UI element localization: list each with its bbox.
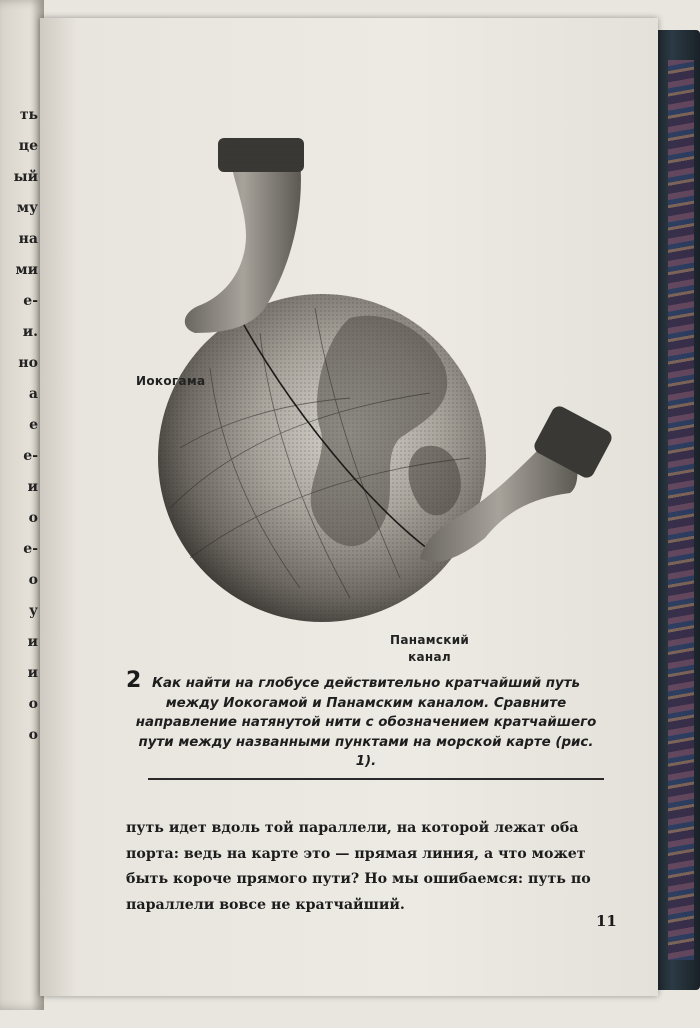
left-page-fragment: о [28, 727, 38, 743]
caption-rule [148, 778, 604, 780]
label-panama-canal [390, 632, 469, 666]
left-page-fragment: у [29, 603, 38, 619]
left-page-fragment: ть [19, 107, 38, 123]
left-page [0, 0, 44, 1010]
left-page-fragment: це [18, 138, 38, 154]
page-number: 11 [596, 912, 617, 930]
left-page-fragment: о [28, 510, 38, 526]
label-panama-line1: Панамский [390, 633, 470, 647]
right-page [40, 18, 658, 996]
left-page-fragment: и [27, 479, 38, 495]
left-page-fragment: ый [13, 169, 38, 185]
label-panama-line2: канал [408, 650, 452, 664]
left-page-fragment: и [27, 665, 38, 681]
left-page-fragment: на [18, 231, 38, 247]
label-yokohama: Иокогама [136, 374, 206, 388]
body-paragraph: путь идет вдоль той параллели, на которой лежат оба порта: ведь на карте это — прямая линия, а что может быть короче прямого пути? Но мы ошибаемся: путь по параллели вовсе не кратчайший. [126, 820, 591, 913]
marbled-edge [668, 60, 694, 960]
left-page-fragment: е- [23, 541, 38, 557]
left-page-fragment: е- [23, 448, 38, 464]
left-page-fragment: му [16, 200, 38, 216]
left-page-fragment: и [27, 634, 38, 650]
left-page-fragment: е- [23, 293, 38, 309]
left-page-fragment: о [28, 572, 38, 588]
left-page-fragment: и. [22, 324, 38, 340]
left-page-fragment: о [28, 696, 38, 712]
globe-illustration [100, 118, 630, 664]
left-page-fragment: а [28, 386, 38, 402]
figure-number: 2 [126, 668, 142, 693]
left-page-fragment: ми [15, 262, 38, 278]
left-page-fragment: но [18, 355, 38, 371]
figure-caption: Как найти на глобусе действительно кратчайший путь между Иокогамой и Панамским каналом. Сравните направление натянутой нити с обозначением кратчайшего пути между названными пунктами на морской карте (рис. 1). [135, 676, 597, 769]
left-page-text-fragments [4, 100, 38, 751]
left-page-fragment: е [29, 417, 38, 433]
